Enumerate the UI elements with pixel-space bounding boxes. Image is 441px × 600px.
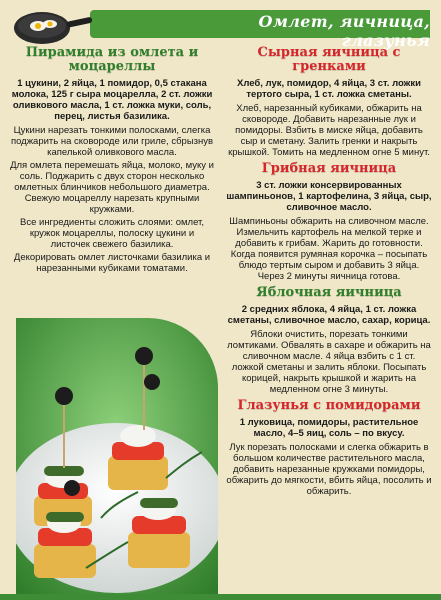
recipe-title: Яблочная яичница — [256, 285, 402, 300]
canapes-photo — [16, 318, 218, 598]
recipe-step: Шампиньоны обжарить на сливочном масле. Измельчить картофель на мелкой терке и добавить к грибам. Жарить до готовности. Когда появится румяная корочка – посыпать блюдо тертым сыром и добавить 3 яйца. Через 2 минуты яичница готова. — [229, 216, 429, 282]
recipe-step: Все ингредиенты сложить слоями: омлет, кружок моцареллы, полоску цукини и листочек свежего базилика. — [20, 217, 204, 250]
recipe-ingredients: 3 ст. ложки консервированных шампиньонов, 1 картофелина, 3 яйца, сыр, сливочное масло. — [226, 180, 432, 213]
page-title: Омлет, яичница, глазунья — [258, 12, 430, 50]
bottom-bar — [0, 594, 441, 600]
recipe-step: Для омлета перемешать яйца, молоко, муку и соль. Поджарить с двух сторон несколько омлетных блинчиков небольшого диаметра. Свежую моцареллу нарезать крупными кружками. — [10, 160, 214, 215]
recipe-tomato-glazunya — [226, 399, 432, 497]
recipe-title: Грибная яичница — [261, 161, 397, 176]
recipe-step: Декорировать омлет листочками базилика и нарезанными кубиками томатами. — [13, 252, 211, 274]
left-column — [10, 46, 214, 278]
recipe-ingredients: 1 луковица, помидоры, растительное масло, 4–5 яиц, соль – по вкусу. — [239, 417, 419, 439]
recipe-step: Яблоки очистить, порезать тонкими ломтиками. Обвалять в сахаре и обжарить на сливочном масле. 4 яйца взбить с 1 ст. ложкой сметаны и залить яблоки. Посыпать корицей, накрыть крышкой и жарить на медленном огне 3 минуты. — [227, 329, 431, 395]
recipe-title: Глазунья с помидорами — [237, 398, 421, 413]
recipe-cheese-eggs — [226, 46, 432, 158]
recipe-title: Пирамида из омлета и моцареллы — [25, 45, 199, 74]
recipe-ingredients: 1 цукини, 2 яйца, 1 помидор, 0,5 стакана молока, 125 г сыра моцарелла, 2 ст. ложки оливкового масла, 1 ст. ложка муки, соль, перец, листья базилика. — [11, 78, 213, 122]
right-column — [226, 46, 432, 501]
recipe-pyramid — [10, 46, 214, 274]
recipe-ingredients: 2 средних яблока, 4 яйца, 1 ст. ложка сметаны, сливочное масло, сахар, корица. — [227, 304, 431, 326]
recipe-ingredients: Хлеб, лук, помидор, 4 яйца, 3 ст. ложки тертого сыра, 1 ст. ложка сметаны. — [236, 78, 422, 100]
recipe-apple-eggs — [226, 286, 432, 395]
recipe-title: Сырная яичница с гренками — [257, 45, 401, 74]
recipe-mushroom-eggs — [226, 162, 432, 282]
recipe-step: Цукини нарезать тонкими полосками, слегка поджарить на сковороде или гриле, сбрызнув капелькой оливкового масла. — [10, 125, 214, 158]
frying-pan-icon — [8, 4, 94, 48]
recipe-step: Лук порезать полосками и слегка обжарить в большом количестве растительного масла, добавить нарезанные кружками помидоры, обжарить до мягкости, вбить яйца, посолить и обжарить. — [226, 442, 432, 497]
recipe-step: Хлеб, нарезанный кубиками, обжарить на сковороде. Добавить нарезанные лук и помидоры. Взбить в миске яйца, добавить сыр и сметану. Залить гренки и накрыть крышкой. Томить на медленном огне 5 минут. — [228, 103, 430, 158]
